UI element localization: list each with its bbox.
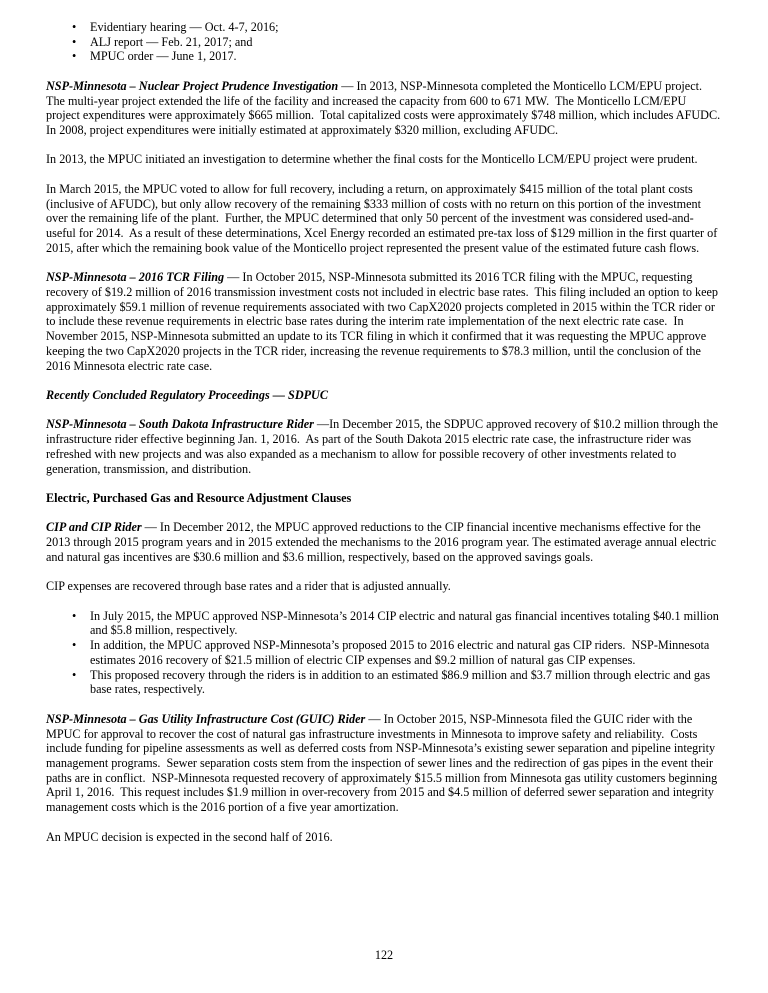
paragraph-mpuc-decision: An MPUC decision is expected in the second half of 2016. xyxy=(46,829,333,844)
paragraph-lead-nuclear-prudence: NSP-Minnesota – Nuclear Project Prudence Investigation xyxy=(46,78,339,93)
list-item-text: This proposed recovery through the riders is in addition to an estimated $86.9 million and $3.7 million through electric and gas base rates, respectively. xyxy=(90,667,714,697)
bullet-icon: • xyxy=(72,608,77,623)
list-item-text: In July 2015, the MPUC approved NSP-Minnesota’s 2014 CIP electric and natural gas financial incentives totaling $40.1 million and $5.8 million, respectively. xyxy=(90,608,722,638)
paragraph-lead-south-dakota-rider: NSP-Minnesota – South Dakota Infrastructure Rider xyxy=(46,417,314,432)
list-item xyxy=(46,668,722,697)
list-item xyxy=(46,49,722,64)
paragraph-lead-2016-tcr-filing: NSP-Minnesota – 2016 TCR Filing xyxy=(46,270,225,285)
list-item xyxy=(46,609,722,638)
heading-sdpuc-proceedings: Recently Concluded Regulatory Proceedings — SDPUC xyxy=(46,387,328,402)
bullet-icon: • xyxy=(72,49,77,64)
paragraph-cip-recovery: CIP expenses are recovered through base rates and a rider that is adjusted annually. xyxy=(46,579,451,594)
paragraph-text-guic-rider: — In October 2015, NSP-Minnesota filed the GUIC rider with the MPUC for approval to recover the cost of natural gas infrastructure investments in Minnesota to improve safety and reliability. Costs include funding for pipeline assessments as well as deferred costs from NSP-Minnesota’s existing sewer separation and pipeline integrity management programs. Sewer separation costs stem from the inspection of sewer lines and the redirection of gas pipes in the event their paths are in conflict. NSP-Minnesota requested recovery of approximately $15.5 million from Minnesota gas utility customers beginning April 1, 2016. This request includes $1.9 million in over-recovery from 2015 and $4.5 million of deferred sewer separation and integrity management costs which is the 2016 portion of a five year amortization. xyxy=(46,711,720,815)
bullet-icon: • xyxy=(72,638,77,653)
paragraph-mpuc-2013-investigation: In 2013, the MPUC initiated an investigation to determine whether the final costs for the Monticello LCM/EPU project were prudent. xyxy=(46,152,698,167)
list-item-text: MPUC order — June 1, 2017. xyxy=(90,49,237,64)
paragraph-text-south-dakota-rider: —In December 2015, the SDPUC approved recovery of $10.2 million through the infrastructure rider effective beginning Jan. 1, 2016. As part of the South Dakota 2015 electric rate case, the infrastructure rider was refreshed with new projects and was also expanded as a mechanism to allow for possible recovery of other investments related to generation, transmission, and distribution. xyxy=(46,417,722,476)
list-item xyxy=(46,35,722,50)
bullet-icon: • xyxy=(72,34,77,49)
list-item-text: In addition, the MPUC approved NSP-Minnesota’s proposed 2015 to 2016 electric and natural gas CIP riders. NSP-Minnesota estimates 2016 recovery of $21.5 million of electric CIP expenses and $9.2 million of natural gas CIP expenses. xyxy=(90,638,713,667)
paragraph-cip-rider xyxy=(46,520,722,564)
paragraph-lead-guic-rider: NSP-Minnesota – Gas Utility Infrastructure Cost (GUIC) Rider xyxy=(46,711,366,726)
list-item-text: ALJ report — Feb. 21, 2017; and xyxy=(90,34,253,49)
bullet-icon: • xyxy=(72,20,77,34)
paragraph-text-nuclear-prudence: — In 2013, NSP-Minnesota completed the Monticello LCM/EPU project. The multi-year project extended the life of the facility and increased the capacity from 600 to 671 MW. The Monticello LCM/EPU project expenditures were approximately $665 million. Total capitalized costs were approximately $748 million, which includes AFUDC. In 2008, project expenditures were initially estimated at approximately $320 million, excluding AFUDC. xyxy=(46,78,727,138)
paragraph-lead-cip-rider: CIP and CIP Rider xyxy=(46,520,142,535)
top-bullet-list xyxy=(46,20,722,64)
paragraph-text-cip-rider: — In December 2012, the MPUC approved reductions to the CIP financial incentive mechanisms effective for the 2013 through 2015 program years and in 2015 extended the mechanisms to the 2016 program year. The estimated average annual electric and natural gas incentives are $30.6 million and $3.6 million, respectively, based on the approved savings goals. xyxy=(46,520,720,564)
paragraph-2016-tcr-filing xyxy=(46,270,722,373)
paragraph-guic-rider xyxy=(46,712,722,815)
cip-bullet-list xyxy=(46,609,722,697)
list-item xyxy=(46,638,722,667)
paragraph-south-dakota-rider xyxy=(46,417,722,476)
page-number: 122 xyxy=(374,948,394,962)
heading-adjustment-clauses: Electric, Purchased Gas and Resource Adjustment Clauses xyxy=(46,491,352,505)
list-item xyxy=(46,20,722,35)
paragraph-march-2015-recovery: In March 2015, the MPUC voted to allow for full recovery, including a return, on approximately $415 million of the total plant costs (inclusive of AFUDC), but only allow recovery of the remaining $333 million of costs with no return on this portion of the investment over the remaining life of the plant. Further, the MPUC determined that only 50 percent of the investment was considered used-and-useful for 2014. As a result of these determinations, Xcel Energy recorded an estimated pre-tax loss of $129 million in the first quarter of 2015, after which the remaining book value of the Monticello project represented the present value of the estimated future cash flows. xyxy=(46,181,721,255)
paragraph-text-2016-tcr-filing: — In October 2015, NSP-Minnesota submitted its 2016 TCR filing with the MPUC, requesting recovery of $19.2 million of 2016 transmission investment costs not included in electric base rates. This filing included an option to keep approximately $59.1 million of revenue requirements associated with two CapX2020 projects completed in 2015 within the TCR rider or to include these revenue requirements in electric base rates during the interim rate implementation of the next electric rate case. In November 2015, NSP-Minnesota submitted an update to its TCR filing in which it confirmed that it was requesting the MPUC approve keeping the two CapX2020 projects in the TCR rider, increasing the revenue requirements to $78.3 million, until the conclusion of the 2016 Minnesota electric rate case. xyxy=(46,270,722,373)
bullet-icon: • xyxy=(72,667,77,682)
list-item-text: Evidentiary hearing — Oct. 4-7, 2016; xyxy=(90,20,279,34)
paragraph-nuclear-prudence xyxy=(46,78,727,138)
